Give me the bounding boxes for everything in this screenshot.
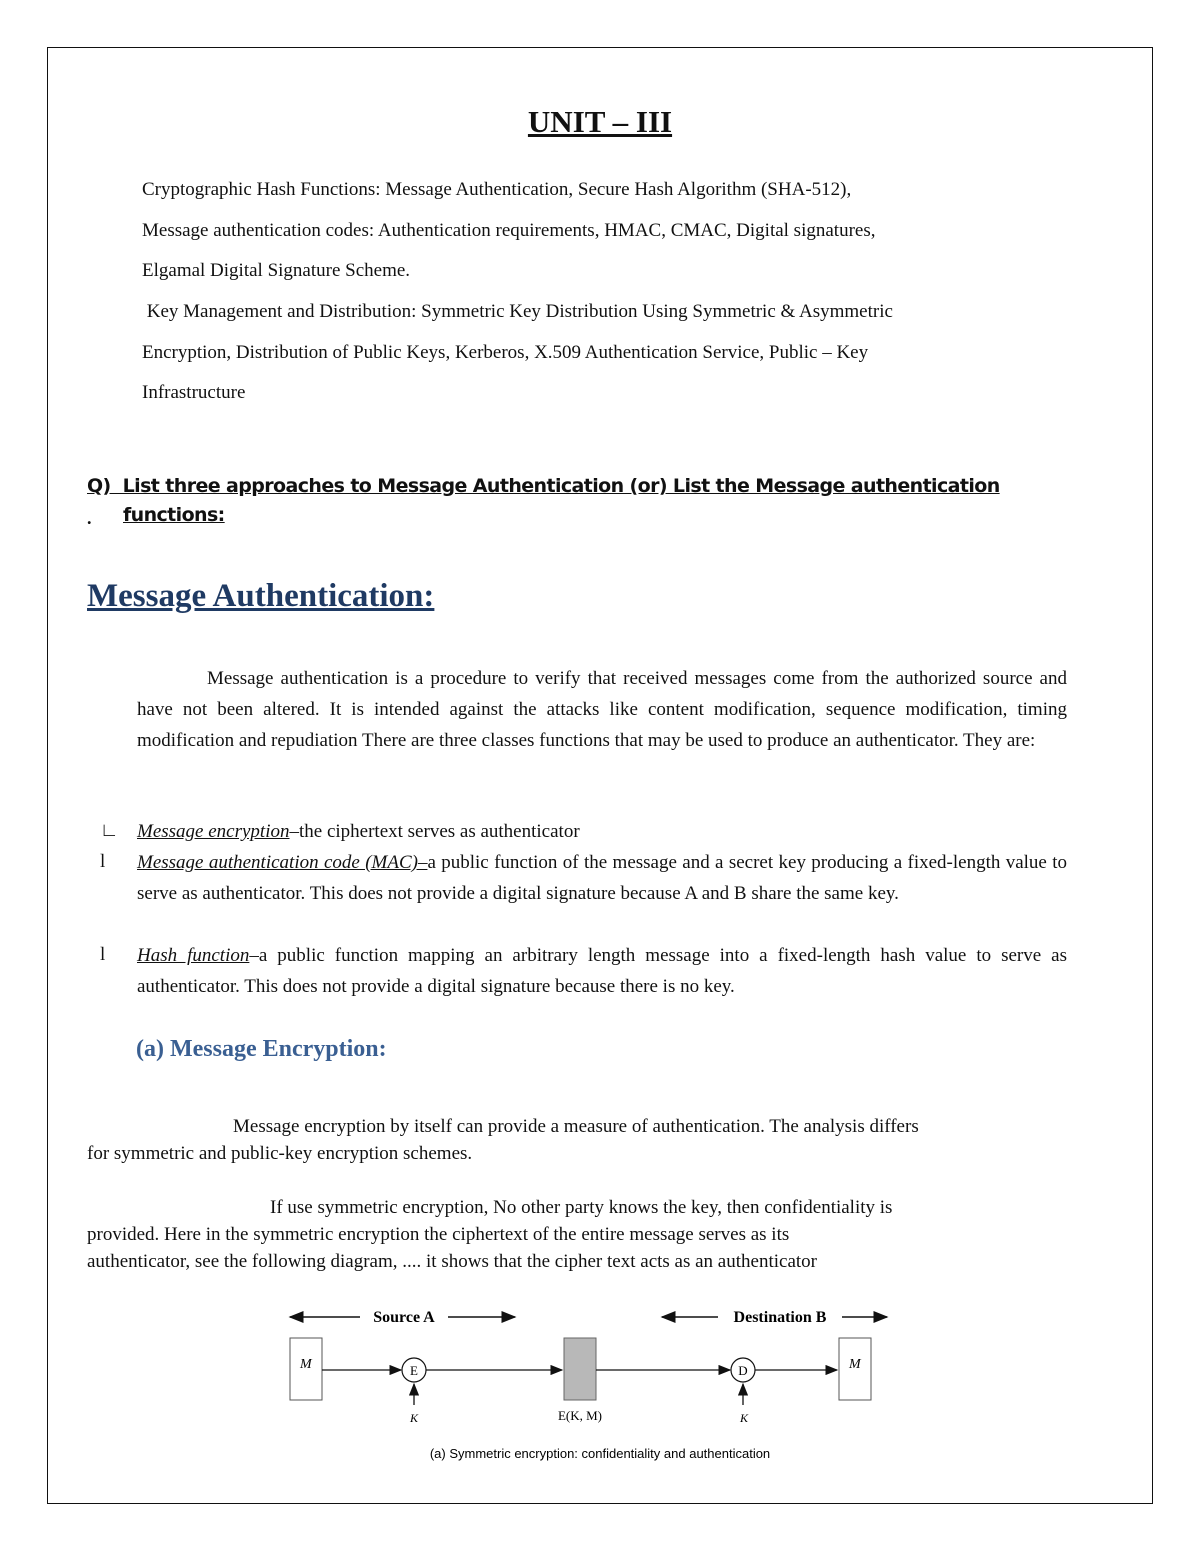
question-line-2: functions: (123, 504, 225, 526)
intro-paragraph: Message authentication is a procedure to verify that received messages come from the authorized source and have not been altered. It is intended against the attacks like content modification, sequence modification, timing modification and repudiation There are three classes functions that may be used to produce an authenticator. They are: (137, 668, 1067, 751)
enc-paragraph-line: authenticator, see the following diagram, .... it shows that the cipher text acts as an authenticator (87, 1251, 817, 1272)
question-line-1: Q) List three approaches to Message Authentication (or) List the Message authentication (87, 475, 1000, 497)
question-bullet: . (87, 508, 92, 528)
page-title: UNIT – III (527, 104, 673, 139)
source-label: Source A (373, 1309, 435, 1326)
encrypt-label: E (410, 1363, 418, 1378)
bullet-term: Message encryption (137, 821, 290, 842)
section-heading: Message Authentication: (87, 578, 435, 614)
syllabus-line: Encryption, Distribution of Public Keys, Kerberos, X.509 Authentication Service, Public – Key (142, 342, 869, 363)
bullet-text: –the ciphertext serves as authenticator (289, 821, 580, 842)
enc-paragraph-line: Message encryption by itself can provide a measure of authentication. The analysis differs (233, 1116, 919, 1137)
ciphertext-label: E(K, M) (557, 1408, 603, 1423)
bullet-term: Message authentication code (MAC)– (137, 852, 428, 873)
syllabus-line: Elgamal Digital Signature Scheme. (142, 260, 411, 281)
symmetric-encryption-diagram (270, 1300, 910, 1470)
bullet-marker: l (100, 944, 106, 965)
subsection-heading: (a) Message Encryption: (136, 1036, 387, 1062)
enc-paragraph-line: If use symmetric encryption, No other party knows the key, then confidentiality is (270, 1197, 893, 1218)
decrypt-label: D (738, 1363, 748, 1378)
bullet-marker: ∟ (100, 820, 119, 841)
syllabus-line: Infrastructure (142, 382, 246, 403)
bullet-item (137, 940, 1067, 1002)
bullet-marker: l (100, 851, 106, 872)
message-left-label: M (300, 1357, 312, 1372)
ciphertext-block (564, 1338, 596, 1400)
key-right-label: K (740, 1411, 749, 1425)
bullet-text: –a public function mapping an arbitrary length message into a fixed-length hash value to serve as authenticator. This does not provide a digital signature because there is no key. (137, 945, 1067, 997)
key-left-label: K (410, 1411, 419, 1425)
destination-label: Destination B (733, 1309, 827, 1326)
bullet-text: a public function of the message and a secret key producing a fixed-length value to serve as authenticator. This does not provide a digital signature because A and B share the same key. (137, 852, 1067, 904)
diagram-caption: (a) Symmetric encryption: confidentiality and authentication (429, 1446, 771, 1461)
bullet-term: Hash function (137, 945, 250, 966)
enc-paragraph-line: for symmetric and public-key encryption schemes. (87, 1143, 473, 1164)
syllabus-line: Key Management and Distribution: Symmetric Key Distribution Using Symmetric & Asymmetric (142, 301, 893, 322)
syllabus-line: Message authentication codes: Authentication requirements, HMAC, CMAC, Digital signatures, (142, 220, 876, 241)
enc-paragraph-line: provided. Here in the symmetric encryption the ciphertext of the entire message serves as its (87, 1224, 790, 1245)
bullet-item (137, 847, 1067, 909)
bullet-item (137, 816, 1067, 847)
syllabus-line: Cryptographic Hash Functions: Message Authentication, Secure Hash Algorithm (SHA-512), (142, 179, 852, 200)
message-right-label: M (849, 1357, 861, 1372)
